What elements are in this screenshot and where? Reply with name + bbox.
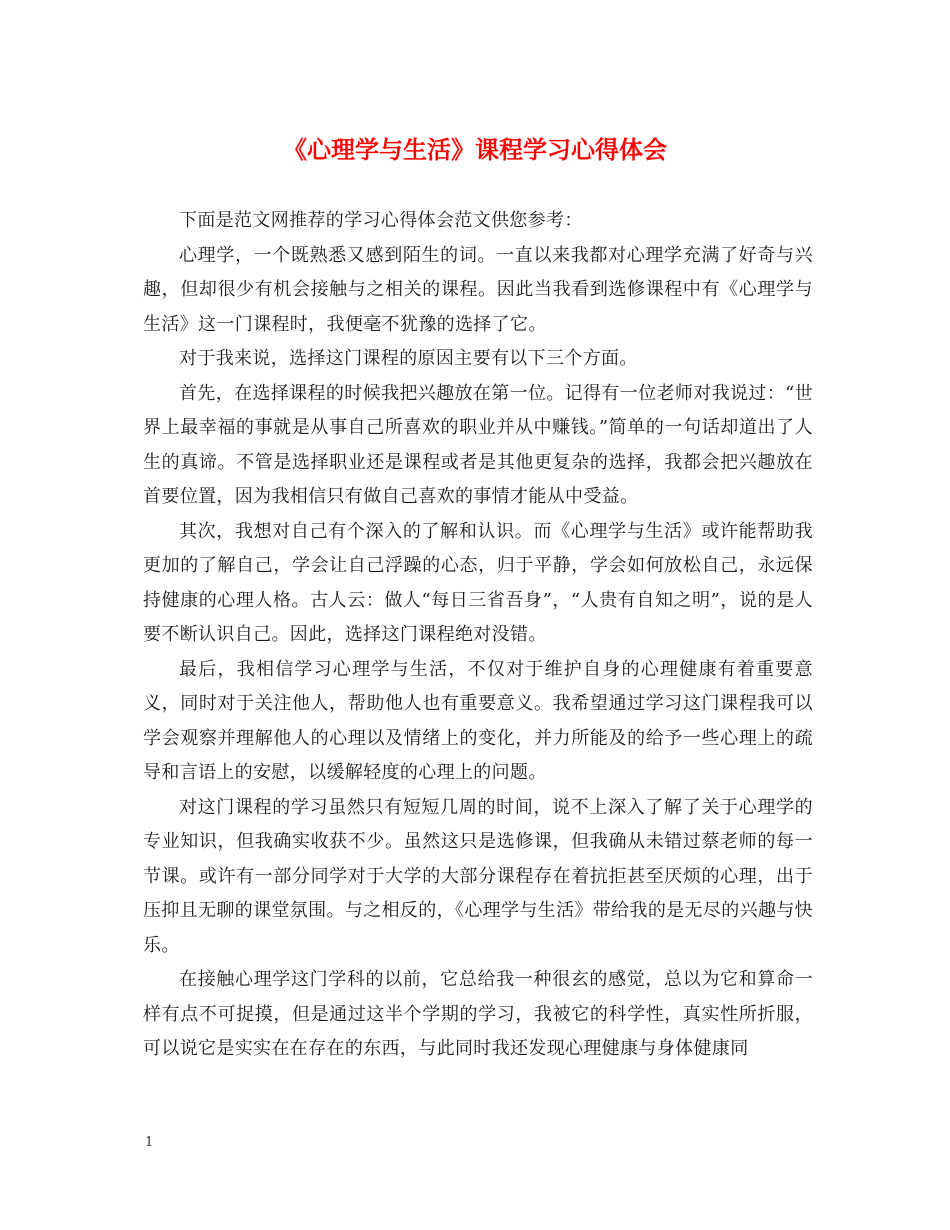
page-number: 1 xyxy=(145,1135,154,1150)
paragraph-2: 对于我来说，选择这门课程的原因主要有以下三个方面。 xyxy=(179,348,638,369)
document-title: 《心理学与生活》课程学习心得体会 xyxy=(283,135,667,164)
paragraph-6: 对这门课程的学习虽然只有短短几周的时间，说不上深入了解了关于心理学的专业知识，但我确实收获不少。虽然这只是选修课，但我确从未错过蔡老师的每一节课。或许有一部分同学对于大学的大部分课程存在着抗拒甚至厌烦的心理，出于压抑且无聊的课堂氛围。与之相反的，《心理学与生活》带给我的是无尽的兴趣与快乐。 xyxy=(143,796,813,956)
document-body xyxy=(143,204,813,1067)
paragraph-5: 最后，我相信学习心理学与生活，不仅对于维护自身的心理健康有着重要意义，同时对于关注他人，帮助他人也有重要意义。我希望通过学习这门课程我可以学会观察并理解他人的心理以及情绪上的变化，并力所能及的给予一些心理上的疏导和言语上的安慰，以缓解轻度的心理上的问题。 xyxy=(143,658,813,783)
paragraph-7: 在接触心理学这门学科的以前，它总给我一种很玄的感觉，总以为它和算命一样有点不可捉摸，但是通过这半个学期的学习，我被它的科学性，真实性所折服，可以说它是实实在在存在的东西，与此同时我还发现心理健康与身体健康同 xyxy=(143,969,813,1059)
paragraph-4: 其次，我想对自己有个深入的了解和认识。而《心理学与生活》或许能帮助我更加的了解自己，学会让自己浮躁的心态，归于平静，学会如何放松自己，永远保持健康的心理人格。古人云：做人“每日三省吾身”，“人贵有自知之明”，说的是人要不断认识自己。因此，选择这门课程绝对没错。 xyxy=(143,520,813,645)
paragraph-intro: 下面是范文网推荐的学习心得体会范文供您参考： xyxy=(179,210,583,231)
paragraph-1: 心理学，一个既熟悉又感到陌生的词。一直以来我都对心理学充满了好奇与兴趣，但却很少有机会接触与之相关的课程。因此当我看到选修课程中有《心理学与生活》这一门课程时，我便毫不犹豫的选择了它。 xyxy=(143,244,813,335)
paragraph-3: 首先，在选择课程的时候我把兴趣放在第一位。记得有一位老师对我说过：“世界上最幸福的事就是从事自己所喜欢的职业并从中赚钱。”简单的一句话却道出了人生的真谛。不管是选择职业还是课程或者是其他更复杂的选择，我都会把兴趣放在首要位置，因为我相信只有做自己喜欢的事情才能从中受益。 xyxy=(143,382,813,507)
